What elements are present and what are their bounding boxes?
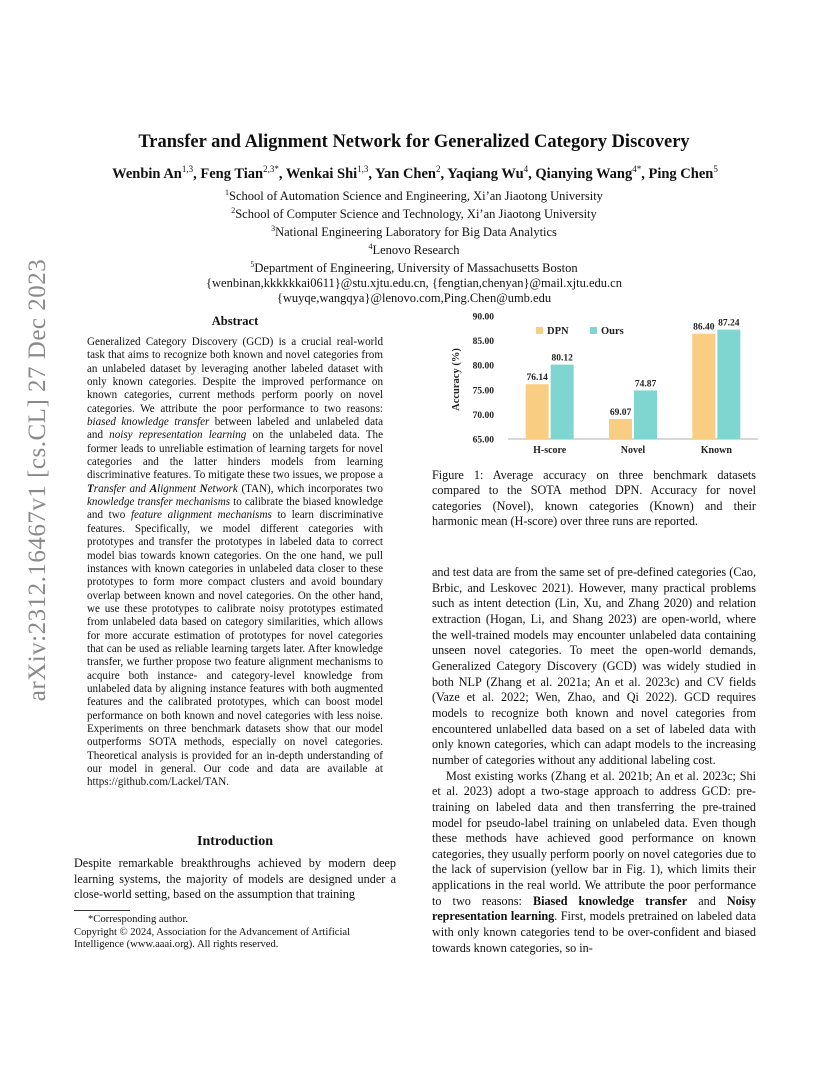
affiliation-line: $^4$Lenovo Research <box>368 242 460 258</box>
bar-value-label: 80.12 <box>551 353 573 364</box>
body-paragraph: and test data are from the same set of pre-defined categories (Cao, Brbic, and Leskovec 2021). However, many practical problems such as intent detection (Lin, Xu, and Zhang 2020) and relation extraction (Hogan, Li, and Shang 2023) are open-world, where the well-trained models may encounter unlabeled data containing unseen novel categories. To meet the open-world demands, Generalized Category Discovery (GCD) was widely studied in both NLP (Zhang et al. 2021a; An et al. 2023c) and CV fields (Vaze et al. 2022; Wen, Zhao, and Qi 2022). GCD requires models to recognize both known and novel categories from encountered unlabelled data based on a set of labeled data with only known categories, which can adapt models to the increasing number of categories without any additional labeling cost. <box>432 565 756 767</box>
abstract-heading: Abstract <box>211 314 259 328</box>
legend-swatch-ours <box>590 327 597 334</box>
introduction-heading: Introduction <box>197 834 273 849</box>
footnote <box>74 914 396 952</box>
affiliations <box>100 186 728 306</box>
author-name: Wenkai Shi <box>285 165 358 182</box>
abstract-body: Generalized Category Discovery (GCD) is a crucial real-world task that aims to recognize both known and novel categories from an unlabeled dataset by leveraging another labeled dataset with only known categories. Despite the improved performance on known categories, current methods perform poorly on novel categories. We attribute the poor performance to two reasons: biased knowledge transfer between labeled and unlabeled data and noisy representation learning on the unlabeled data. The former leads to unreliable estimation of learning targets for novel categories and the latter hinders models from learning discriminative features. To mitigate these two issues, we propose a Transfer and Alignment Network (TAN), which incorporates two knowledge transfer mechanisms to calibrate the biased knowledge and two feature alignment mechanisms to learn discriminative features. Specifically, we model different categories with prototypes and transfer the prototypes in labeled data to correct model bias towards known categories. On the one hand, we pull instances with known categories in unlabeled data closer to these prototypes to form more compact clusters and avoid boundary overlap between known and novel categories. On the other hand, we use these prototypes to calibrate noisy prototypes estimated from unlabeled data based on category similarities, which allows for more accurate estimation of prototypes for novel categories that can be used as reliable learning targets later. After knowledge transfer, we further propose two feature alignment mechanisms to acquire both instance- and category-level knowledge from unlabeled data by aligning instance features with both augmented features and the calibrated prototypes, which can boost model performance on both known and novel categories with less noise. Experiments on three benchmark datasets show that our model outperforms SOTA methods, especially on novel categories. Theoretical analysis is provided for an in-depth understanding of our model in general. Our code and data are available at https://github.com/Lackel/TAN. <box>87 336 384 789</box>
arxiv-sidebar <box>18 258 58 702</box>
x-tick-label: Novel <box>620 445 646 456</box>
author-affiliation-mark: 2,3* <box>263 164 279 174</box>
author-name: Ping Chen <box>648 165 714 182</box>
author-name: Wenbin An <box>112 165 182 182</box>
bar-ours-h-score <box>551 365 574 439</box>
affiliation-line: {wuyqe,wangqya}@lenovo.com,Ping.Chen@umb.edu <box>276 291 552 306</box>
author-name: Yan Chen <box>375 165 436 182</box>
figure-caption: Figure 1: Average accuracy on three benchmark datasets compared to the SOTA method DPN. Accuracy for novel categories (Novel), known categories (Known) and their harmonic mean (H-score) over three runs are reported. <box>432 468 756 529</box>
bar-value-label: 87.24 <box>718 318 740 329</box>
author-affiliation-mark: 4 <box>523 164 529 174</box>
copyright-notice: Copyright © 2024, Association for the Advancement of Artificial Intelligence (www.aaai.org). All rights reserved. <box>74 926 351 951</box>
affiliation-line: $^3$National Engineering Laboratory for Big Data Analytics <box>271 224 557 240</box>
x-tick-label: H-score <box>533 445 567 456</box>
bar-value-label: 69.07 <box>609 407 632 418</box>
x-tick-label: Known <box>700 445 732 456</box>
paper-title: Transfer and Alignment Network for Generalized Category Discovery <box>138 132 690 152</box>
bar-dpn-known <box>692 334 715 439</box>
affiliation-line: $^1$School of Automation Science and Engineering, Xi’an Jiaotong University <box>225 188 603 204</box>
author-list: Wenbin An$^{1,3}$, Feng Tian$^{2,3*}$, Wenkai Shi$^{1,3}$, Yan Chen$^2$, Yaqiang Wu$^4$, Qianying Wang$^{4*}$, Ping Chen$^5$ <box>112 164 718 182</box>
bar-dpn-novel <box>609 419 632 439</box>
right-column-body <box>432 565 756 956</box>
bar-ours-known <box>717 330 740 439</box>
author-affiliation-mark: 2 <box>435 164 441 174</box>
legend-label: Ours <box>601 326 624 337</box>
body-paragraph: Most existing works (Zhang et al. 2021b; An et al. 2023c; Shi et al. 2023) adopt a two-stage approach to address GCD: pre-training on labeled data and then transferring the pre-trained model for pseudo-label training on unlabeled data. Even though these methods have achieved good performance on known categories, they usually perform poorly on novel categories due to the lack of supervision (yellow bar in Fig. 1), which limits their applications in the real world. We attribute the poor performance to two reasons: Biased knowledge transfer and Noisy representation learning. First, models pretrained on labeled data with only known categories tend to be over-confident and biased towards known categories, so in- <box>432 768 756 955</box>
author-affiliation-mark: 1,3 <box>357 164 369 174</box>
bar-value-label: 86.40 <box>693 322 715 333</box>
introduction-body: Despite remarkable breakthroughs achieved by modern deep learning systems, the majority of models are designed under a close-world setting, based on the assumption that training <box>74 856 396 902</box>
bar-value-label: 76.14 <box>526 373 548 384</box>
accuracy-bar-chart <box>432 310 762 465</box>
author-name: Yaqiang Wu <box>447 165 524 182</box>
affiliation-line: {wenbinan,kkkkkkai0611}@stu.xjtu.edu.cn, {fengtian,chenyan}@mail.xjtu.edu.cn <box>206 276 622 291</box>
affiliation-line: $^2$School of Computer Science and Technology, Xi’an Jiaotong University <box>231 206 597 222</box>
legend-label: DPN <box>547 326 569 337</box>
arxiv-identifier: arXiv:2312.16467v1 [cs.CL] 27 Dec 2023 <box>24 258 51 702</box>
author-affiliation-mark: 1,3 <box>181 164 194 174</box>
y-tick-label: 80.00 <box>472 361 494 372</box>
y-tick-label: 70.00 <box>472 410 494 421</box>
y-tick-label: 75.00 <box>472 386 494 397</box>
author-affiliation-mark: 5 <box>713 164 718 174</box>
y-tick-label: 65.00 <box>472 435 494 446</box>
affiliation-line: $^5$Department of Engineering, University of Massachusetts Boston <box>250 260 578 276</box>
bar-dpn-h-score <box>526 384 549 439</box>
bar-ours-novel <box>634 390 657 439</box>
corresponding-author-note: *Corresponding author. <box>88 914 189 925</box>
y-tick-label: 90.00 <box>472 312 494 323</box>
author-name: Feng Tian <box>200 165 264 182</box>
author-name: Qianying Wang <box>535 165 633 182</box>
legend-swatch-dpn <box>536 327 543 334</box>
footnote-rule <box>74 910 130 911</box>
bar-value-label: 74.87 <box>634 379 657 390</box>
y-axis-label: Accuracy (%) <box>451 348 462 411</box>
y-tick-label: 85.00 <box>472 337 494 348</box>
author-affiliation-mark: 4* <box>632 164 642 174</box>
